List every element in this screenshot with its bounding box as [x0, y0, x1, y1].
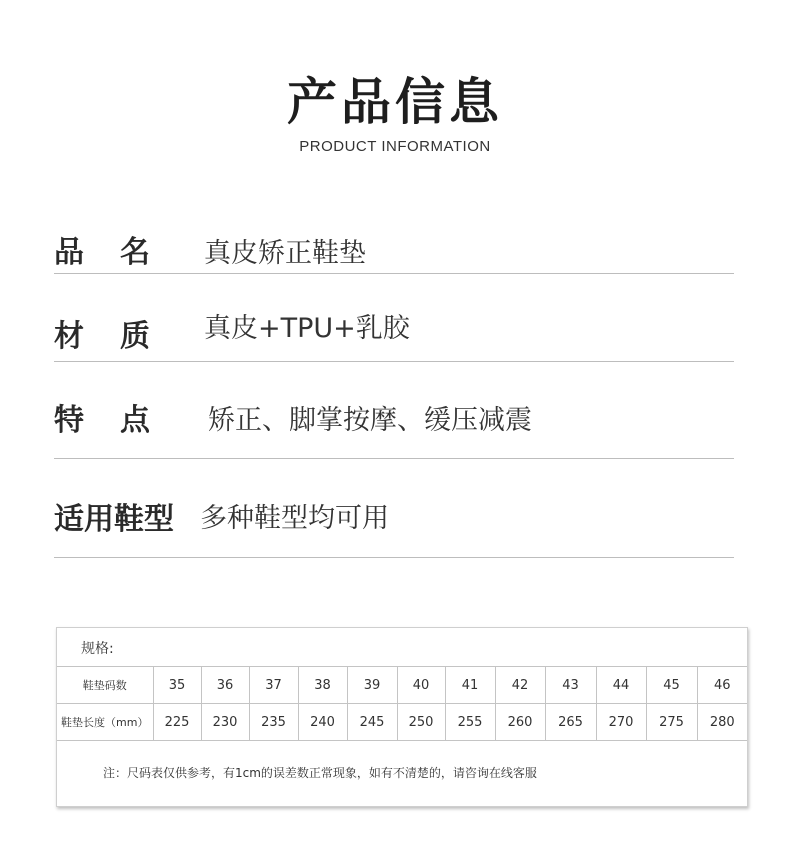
size-chart-note: 注：尺码表仅供参考，有1cm的误差数正常现象，如有不清楚的，请咨询在线客服 — [103, 766, 537, 780]
size-cell: 44 — [596, 667, 646, 704]
info-label-name: 品名 — [54, 235, 186, 270]
length-row — [57, 704, 747, 741]
info-label-shoe-type: 适用鞋型 — [54, 502, 174, 537]
size-row-label: 鞋垫码数 — [57, 667, 153, 704]
length-cell: 270 — [596, 704, 646, 741]
info-row-name — [54, 225, 734, 274]
length-cell: 225 — [153, 704, 201, 741]
info-value-name: 真皮矫正鞋垫 — [204, 238, 366, 269]
size-cell: 45 — [646, 667, 697, 704]
info-value-shoe-type: 多种鞋型均可用 — [200, 503, 389, 534]
page-title: 产品信息 — [287, 73, 503, 131]
page-subtitle: PRODUCT INFORMATION — [299, 138, 491, 155]
size-cell: 35 — [153, 667, 201, 704]
length-cell: 265 — [545, 704, 596, 741]
size-cell: 43 — [545, 667, 596, 704]
size-cell: 46 — [697, 667, 747, 704]
length-cell: 260 — [495, 704, 545, 741]
length-cell: 230 — [201, 704, 249, 741]
size-cell: 42 — [495, 667, 545, 704]
length-cell: 280 — [697, 704, 747, 741]
length-cell: 240 — [298, 704, 347, 741]
length-cell: 255 — [445, 704, 495, 741]
info-value-material: 真皮+TPU+乳胶 — [204, 313, 410, 344]
length-cell: 250 — [397, 704, 445, 741]
size-row — [57, 667, 747, 704]
size-cell: 40 — [397, 667, 445, 704]
size-table — [57, 666, 747, 741]
size-chart — [56, 627, 748, 807]
info-row-features — [54, 361, 734, 459]
length-cell: 235 — [249, 704, 298, 741]
size-cell: 38 — [298, 667, 347, 704]
length-cell: 245 — [347, 704, 397, 741]
info-row-material — [54, 273, 734, 362]
size-cell: 39 — [347, 667, 397, 704]
info-row-shoe-type — [54, 458, 734, 558]
length-cell: 275 — [646, 704, 697, 741]
info-label-features: 特点 — [54, 403, 186, 438]
size-cell: 41 — [445, 667, 495, 704]
info-value-features: 矫正、脚掌按摩、缓压减震 — [208, 405, 532, 436]
size-chart-title: 规格: — [81, 641, 114, 657]
length-row-label: 鞋垫长度（mm） — [57, 704, 153, 741]
info-label-material: 材质 — [54, 319, 186, 354]
size-cell: 36 — [201, 667, 249, 704]
size-cell: 37 — [249, 667, 298, 704]
